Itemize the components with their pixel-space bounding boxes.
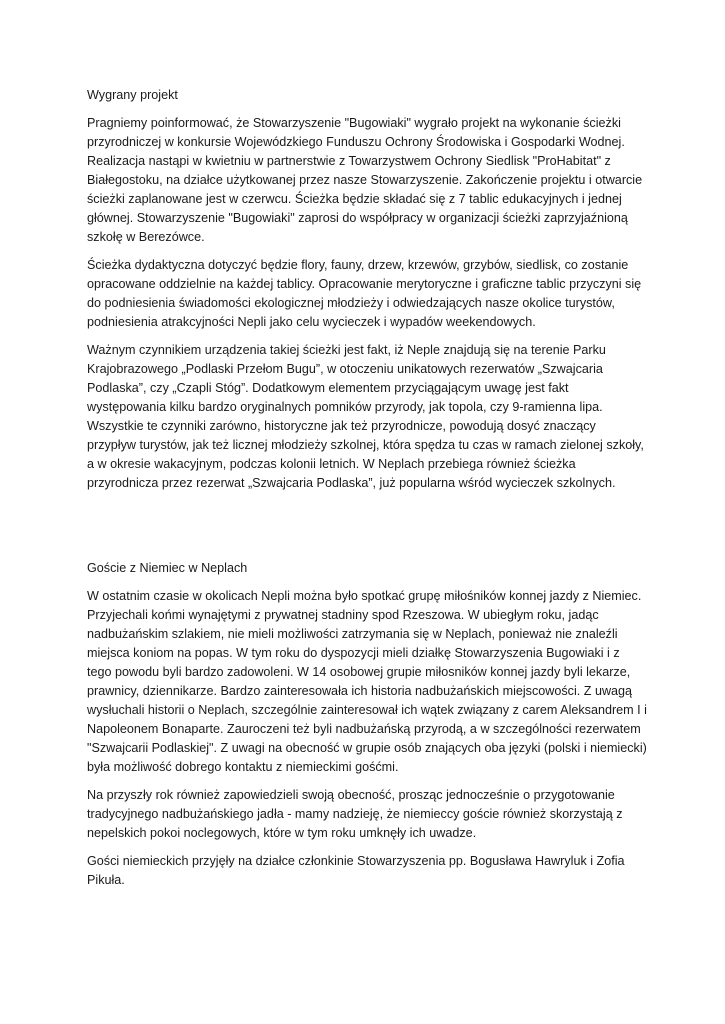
article-paragraph: Na przyszły rok również zapowiedzieli swoją obecność, prosząc jednocześnie o przygotowanie tradycyjnego nadbużańskiego jadła - mamy nadzieję, że niemieccy goście również skorzystają z nepelskich pokoi noclegowych, które w tym roku umknęły ich uwadze.	[87, 788, 623, 840]
document-page	[87, 86, 647, 899]
article-winning-project	[87, 86, 647, 493]
article-german-guests	[87, 559, 647, 890]
article-paragraph: Ważnym czynnikiem urządzenia takiej ścieżki jest fakt, iż Neple znajdują się na terenie Parku Krajobrazowego „Podlaski Przełom Bugu”, w otoczeniu unikatowych rezerwatów „Szwajcaria Podlaska”, czy „Czapli Stóg”. Dodatkowym elementem przyciągającym uwagę jest fakt występowania kilku bardzo oryginalnych pomników przyrody, jak topola, czy 9-ramienna lipa. Wszystkie te czynniki zarówno, historyczne jak też przyrodnicze, powodują dosyć znaczący przypływ turystów, jak też licznej młodzieży szkolnej, która spędza tu czas w ramach zielonej szkoły, a w okresie wakacyjnym, podczas kolonii letnich. W Neplach przebiega również ścieżka przyrodnicza przez rezerwat „Szwajcaria Podlaska”, już popularna wśród wycieczek szkolnych.	[87, 343, 644, 490]
article-paragraph: Pragniemy poinformować, że Stowarzyszenie "Bugowiaki" wygrało projekt na wykonanie ścieżki przyrodniczej w konkursie Wojewódzkiego Funduszu Ochrony Środowiska i Gospodarki Wodnej. Realizacja nastąpi w kwietniu w partnerstwie z Towarzystwem Ochrony Siedlisk "ProHabitat" z Białegostoku, na działce użytkowanej przez nasze Stowarzyszenie. Zakończenie projektu i otwarcie ścieżki zaplanowane jest w czerwcu. Ścieżka będzie składać się z 7 tablic edukacyjnych i jednej głównej. Stowarzyszenie "Bugowiaki" zaprosi do współpracy w organizacji ścieżki zaprzyjaźnioną szkołę w Berezówce.	[87, 116, 643, 244]
article-paragraph: Ścieżka dydaktyczna dotyczyć będzie flory, fauny, drzew, krzewów, grzybów, siedlisk, co zostanie opracowane oddzielnie na każdej tablicy. Opracowanie merytoryczne i graficzne tablic przyczyni się do podniesienia świadomości ekologicznej młodzieży i odwiedzających nasze okolice turystów, podniesienia atrakcyjności Nepli jako celu wycieczek i wypadów weekendowych.	[87, 258, 642, 329]
article-paragraph: W ostatnim czasie w okolicach Nepli można było spotkać grupę miłośników konnej jazdy z Niemiec. Przyjechali końmi wynajętymi z prywatnej stadniny spod Rzeszowa. W ubiegłym roku, jadąc nadbużańskim szlakiem, nie mieli możliwości zatrzymania się w Neplach, ponieważ nie znaleźli miejsca koniom na popas. W tym roku do dyspozycji mieli działkę Stowarzyszenia Bugowiaki i z tego powodu byli bardzo zadowoleni. W 14 osobowej grupie miłosników konnej jazdy byli lekarze, prawnicy, dziennikarze. Bardzo zainteresowała ich historia nadbużańskich miejscowości. Z uwagą wysłuchali historii o Neplach, szczególnie zainteresował ich wątek związany z carem Aleksandrem I i Napoleonem Bonaparte. Zauroczeni też byli nadbużańską przyrodą, a w szczególności rezerwatem "Szwajcarii Podlaskiej". Z uwagi na obecność w grupie osób znających oba języki (polski i niemiecki) była możliwość dobrego kontaktu z niemieckimi gośćmi.	[87, 589, 647, 774]
article-title: Goście z Niemiec w Neplach	[87, 561, 248, 575]
article-paragraph: Gości niemieckich przyjęły na działce członkinie Stowarzyszenia pp. Bogusława Hawryluk i Zofia Pikuła.	[87, 854, 625, 887]
section-spacer	[87, 502, 647, 559]
article-title: Wygrany projekt	[87, 88, 178, 102]
